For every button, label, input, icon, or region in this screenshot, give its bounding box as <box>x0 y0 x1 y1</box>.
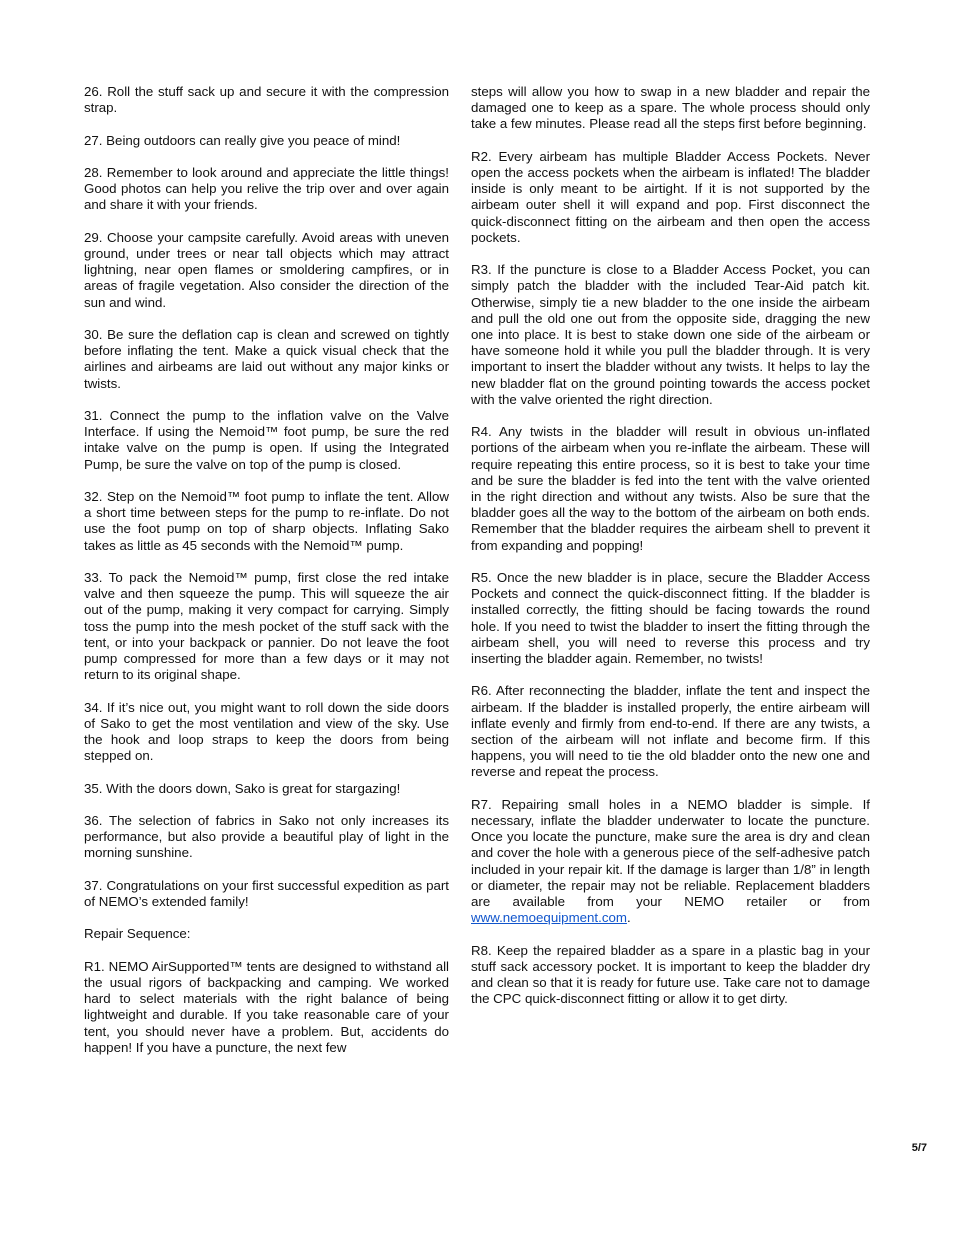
step-29: 29. Choose your campsite carefully. Avoid areas with uneven ground, under trees or near tall objects which may attract lightning, near open flames or smoldering campfires, or in areas of fragile vegetation. Also consider the direction of the sun and wind. <box>84 229 449 310</box>
right-column <box>471 84 870 1007</box>
repair-sequence-heading: Repair Sequence: <box>84 926 191 942</box>
repair-r8: R8. Keep the repaired bladder as a spare in a plastic bag in your stuff sack accessory pocket. It is important to keep the bladder dry and clean so that it is ready for future use. Take care not to damage the CPC quick-disconnect fitting or allow it to get dirty. <box>471 942 870 1007</box>
step-28: 28. Remember to look around and appreciate the little things! Good photos can help you relive the trip over and over again and share it with your friends. <box>84 164 449 213</box>
repair-r7-text: R7. Repairing small holes in a NEMO bladder is simple. If necessary, inflate the bladder underwater to locate the puncture. Once you locate the puncture, make sure the area is dry and clean and cover the hole with a generous piece of the self-adhesive patch included in your repair kit. If the damage is larger than 1/8” in length or diameter, the repair may not be reliable. Replacement bladders are available from your NEMO retailer or from <box>471 796 870 910</box>
step-26: 26. Roll the stuff sack up and secure it with the compression strap. <box>84 84 449 116</box>
nemo-website-link[interactable]: www.nemoequipment.com <box>471 910 627 926</box>
step-31: 31. Connect the pump to the inflation valve on the Valve Interface. If using the Nemoid™ foot pump, be sure the red intake valve on the pump is open. If using the Integrated Pump, be sure the valve on top of the pump is closed. <box>84 407 449 472</box>
step-33: 33. To pack the Nemoid™ pump, first close the red intake valve and then squeeze the pump. This will squeeze the air out of the pump, making it very compact for carrying. Simply toss the pump into the mesh pocket of the stuff sack with the tent, or into your backpack or pannier. Do not leave the foot pump compressed for more than a few days or it may not return to its original shape. <box>84 569 449 683</box>
step-30: 30. Be sure the deflation cap is clean and screwed on tightly before inflating the tent. Make a quick visual check that the airlines and airbeams are laid out without any major kinks or twists. <box>84 326 449 391</box>
step-27: 27. Being outdoors can really give you peace of mind! <box>84 132 401 148</box>
repair-r7-suffix: . <box>626 910 631 926</box>
repair-r4: R4. Any twists in the bladder will result in obvious un-inflated portions of the airbeam when you re-inflate the airbeam. These will require repeating this entire process, so it is best to take your time and be sure the bladder is fed into the tent with the valve oriented in the right direction and without any twists. Also be sure that the bladder goes all the way to the bottom of the airbeam on both ends. Remember that the bladder requires the airbeam shell to prevent it from expanding and popping! <box>471 424 870 553</box>
step-35: 35. With the doors down, Sako is great for stargazing! <box>84 780 401 796</box>
left-column <box>84 84 449 1056</box>
step-34: 34. If it’s nice out, you might want to roll down the side doors of Sako to get the most ventilation and view of the sky. Use the hook and loop straps to keep the doors from being stepped on. <box>84 699 449 764</box>
repair-r1-continued: steps will allow you how to swap in a new bladder and repair the damaged one to keep as a spare. The whole process should only take a few minutes. Please read all the steps first before beginning. <box>471 84 870 132</box>
repair-r5: R5. Once the new bladder is in place, secure the Bladder Access Pockets and connect the quick-disconnect fitting. If the bladder is installed correctly, the fitting should be facing towards the round hole. If you need to twist the bladder to insert the fitting through the airbeam shell, you will need to reverse this process and try inserting the bladder again. Remember, no twists! <box>471 570 870 667</box>
step-36: 36. The selection of fabrics in Sako not only increases its performance, but also provide a beautiful play of light in the morning sunshine. <box>84 812 449 861</box>
repair-r6: R6. After reconnecting the bladder, inflate the tent and inspect the airbeam. If the bladder is installed properly, the entire airbeam will inflate evenly and firmly from end-to-end. If there are any twists, a section of the airbeam will not inflate and become firm. If this happens, you will need to tie the old bladder onto the new one and reverse and repeat the process. <box>471 683 870 780</box>
step-37: 37. Congratulations on your first successful expedition as part of NEMO’s extended family! <box>84 877 449 909</box>
page-number: 5/7 <box>911 1142 927 1154</box>
repair-r2: R2. Every airbeam has multiple Bladder Access Pockets. Never open the access pockets when the airbeam is inflated! The bladder inside is only meant to be airtight. If it is not supported by the airbeam outer shell it will expand and pop. First disconnect the quick-disconnect fitting on the airbeam and then open the access pockets. <box>471 148 870 245</box>
repair-r7 <box>471 797 870 927</box>
repair-r1: R1. NEMO AirSupported™ tents are designed to withstand all the usual rigors of backpacking and camping. We worked hard to select materials with the right balance of being lightweight and durable. If you take reasonable care of your tent, you should never have a problem. But, accidents do happen! If you have a puncture, the next few <box>84 958 449 1055</box>
repair-r3: R3. If the puncture is close to a Bladder Access Pocket, you can simply patch the bladder with the included Tear-Aid patch kit. Otherwise, simply tie a new bladder to the one inside the airbeam and pull the old one out from the opposite side, dragging the new one into place. It is best to stake down one side of the airbeam or have someone hold it while you pull the bladder through. It is very important to insert the bladder without any twists. It helps to lay the new bladder flat on the ground pointing towards the access pocket with the valve oriented the right direction. <box>471 262 870 407</box>
step-32: 32. Step on the Nemoid™ foot pump to inflate the tent. Allow a short time between steps for the pump to re-inflate. Do not use the foot pump on top of sharp objects. Inflating Sako takes as little as 45 seconds with the Nemoid™ pump. <box>84 488 449 553</box>
